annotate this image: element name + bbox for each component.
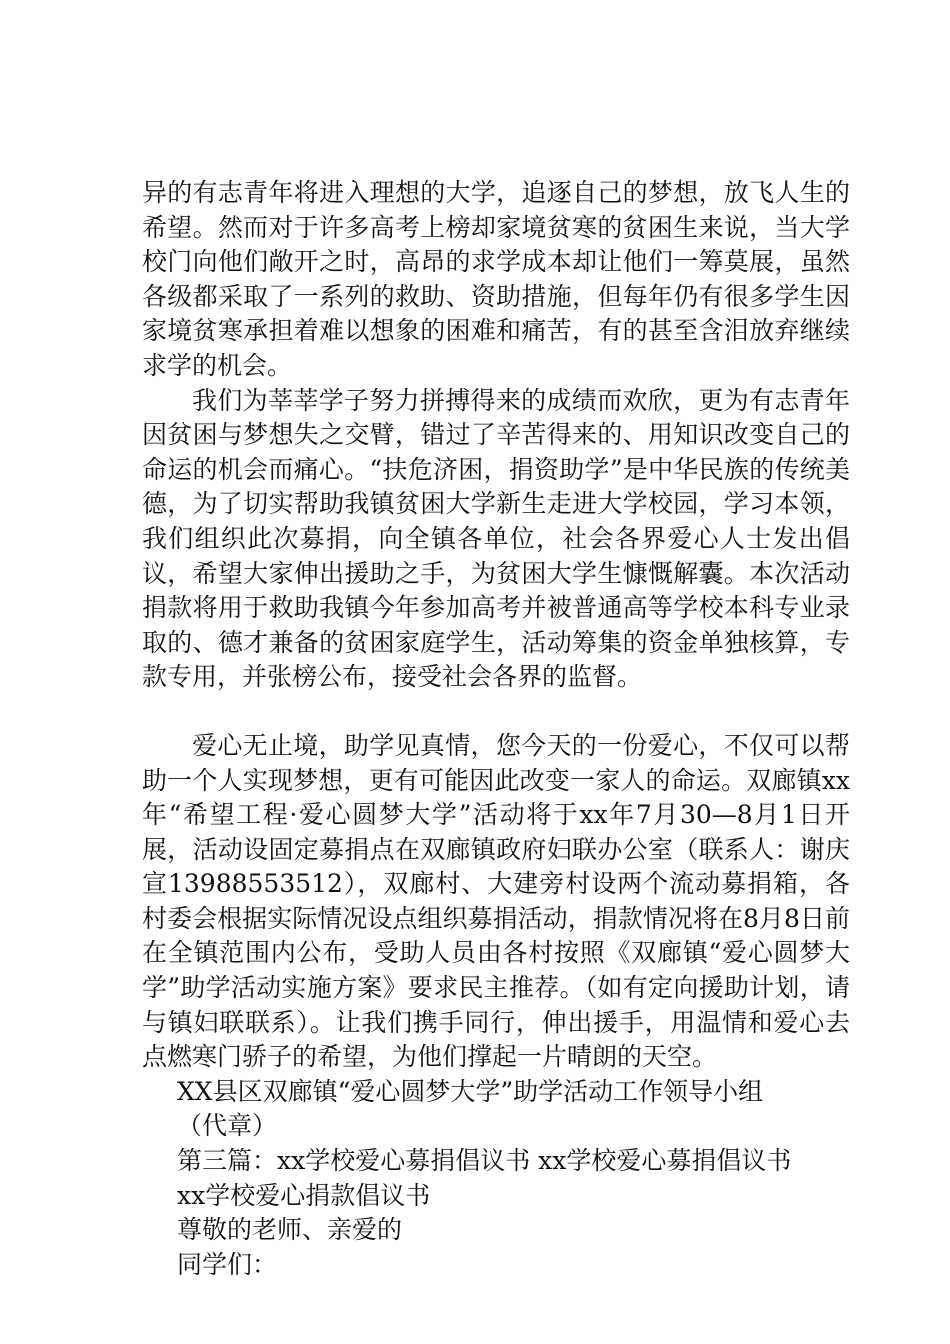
signature-line: XX县区双廊镇“爱心圆梦大学”助学活动工作领导小组: [177, 1076, 764, 1106]
document-subtitle: xx学校爱心捐款倡议书: [177, 1180, 431, 1210]
chapter-heading: 第三篇：xx学校爱心募捐倡议书 xx学校爱心募捐倡议书: [177, 1146, 792, 1176]
document-body: [142, 176, 850, 1282]
paragraph-activity-details: 爱心无止境，助学见真情，您今天的一份爱心，不仅可以帮助一个人实现梦想，更有可能因此改变一家人的命运。双廊镇xx年“希望工程·爱心圆梦大学”活动将于xx年7月30—8月1日开展，活动设固定募捐点在双廊镇政府妇联办公室（联系人：谢庆宣13988553512），双廊村、大建旁村设两个流动募捐箱，各村委会根据实际情况设点组织募捐活动，捐款情况将在8月8日前在全镇范围内公布，受助人员由各村按照《双廊镇“爱心圆梦大学”助学活动实施方案》要求民主推荐。（如有定向援助计划，请与镇妇联联系）。让我们携手同行，伸出援手，用温情和爱心去点燃寒门骄子的希望，为他们撑起一片晴朗的天空。: [142, 730, 850, 1072]
paragraph-appeal: 我们为莘莘学子努力拼搏得来的成绩而欢欣，更为有志青年因贫困与梦想失之交臂，错过了辛苦得来的、用知识改变自己的命运的机会而痛心。“扶危济困，捐资助学”是中华民族的传统美德，为了切实帮助我镇贫困大学新生走进大学校园，学习本领，我们组织此次募捐，向全镇各单位，社会各界爱心人士发出倡议，希望大家伸出援助之手，为贫困大学生慷慨解囊。本次活动捐款将用于救助我镇今年参加高考并被普通高等学校本科专业录取的、德才兼备的贫困家庭学生，活动筹集的资金单独核算，专款专用，并张榜公布，接受社会各界的监督。: [142, 385, 850, 692]
salutation-line-2: 同学们：: [177, 1249, 278, 1279]
seal-note: （代章）: [177, 1111, 278, 1141]
salutation-line-1: 尊敬的老师、亲爱的: [177, 1215, 403, 1245]
paragraph-continuation: 异的有志青年将进入理想的大学，追逐自己的梦想，放飞人生的希望。然而对于许多高考上榜却家境贫寒的贫困生来说，当大学校门向他们敞开之时，高昂的求学成本却让他们一筹莫展，虽然各级都采取了一系列的救助、资助措施，但每年仍有很多学生因家境贫寒承担着难以想象的困难和痛苦，有的甚至含泪放弃继续求学的机会。: [142, 178, 850, 380]
